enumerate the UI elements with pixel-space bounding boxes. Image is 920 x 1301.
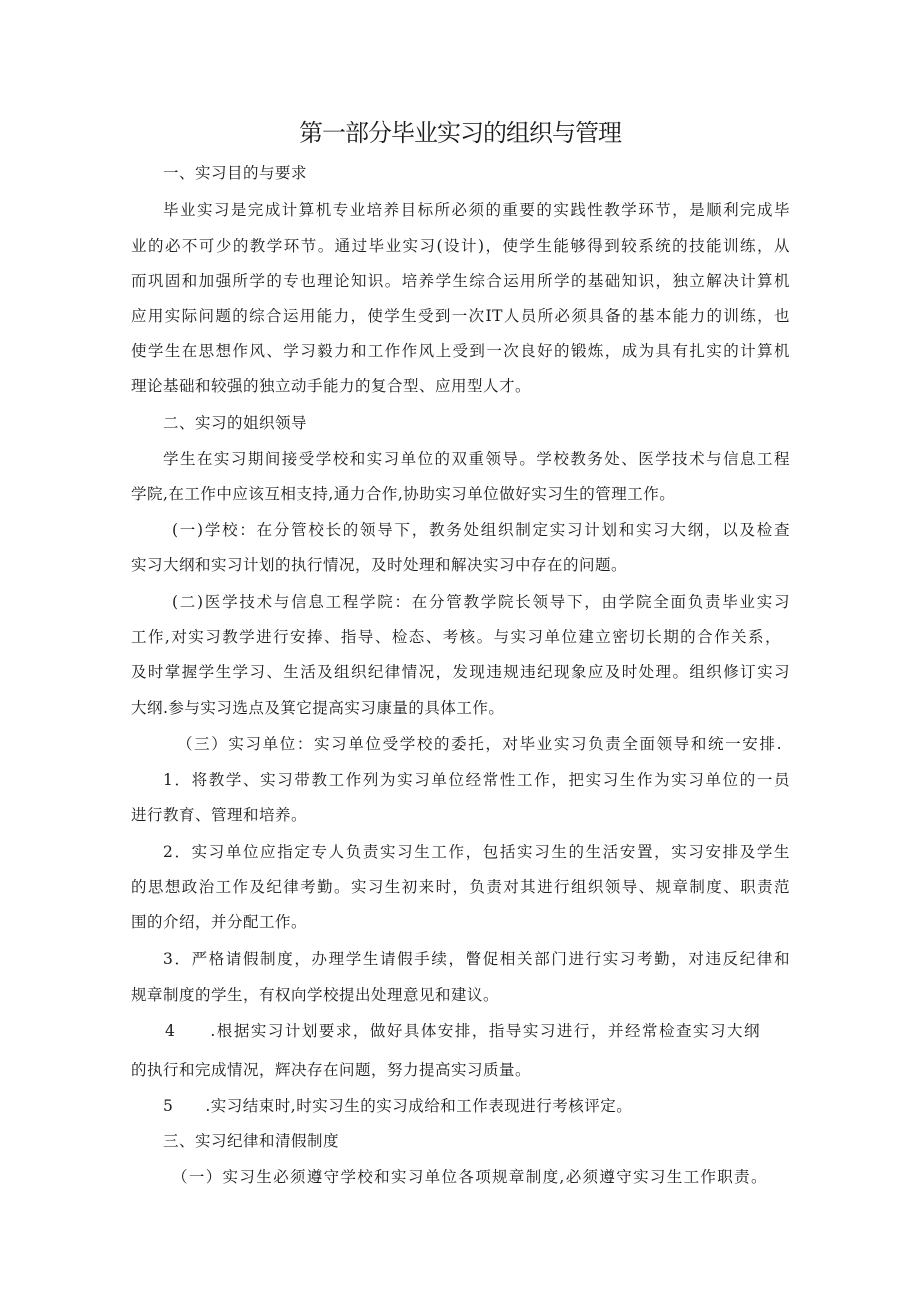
paragraph-line: 使学生在思想作风、学习毅力和工作作风上受到一次良好的锻炼，成为具有扎实的计算机 <box>131 342 790 360</box>
paragraph-line: 学院,在工作中应该互相支持,通力合作,协助实习单位做好实习生的管理工作。 <box>131 485 676 503</box>
list-item-3: 3．严格请假制度，办理学生请假手续，瞥促相关部门进行实习考勤，对违反纪律和 <box>163 950 790 968</box>
paragraph-line: 理论基础和较强的独立动手能力的复合型、应用型人才。 <box>131 377 532 395</box>
paragraph-line: 学生在实习期间接受学校和实习单位的双重领导。学校教务处、医学技术与信息工程 <box>163 450 790 468</box>
paragraph-line: 围的介绍，并分配工作。 <box>131 913 308 931</box>
section-heading-3: 三、实习纪律和清假制度 <box>163 1132 340 1150</box>
paragraph-line: 的执行和完成情况，辉决存在问题，努力提高实习质量。 <box>131 1061 532 1079</box>
list-item-5: 5 .实习结束时,时实习生的实习成给和工作表现进行考核评定。 <box>163 1097 633 1115</box>
list-item-4: 4 .根据实习计划要求，做好具体安排，指导实习进行，并经常检查实习大纲 <box>165 1022 760 1040</box>
list-item-1: 1．将教学、实习带教工作列为实习单位经常性工作，把实习生作为实习单位的一员 <box>163 771 790 789</box>
paragraph-line: (二)医学技术与信息工程学院：在分管教学院长领导下，由学院全面负责毕业实习 <box>172 593 790 611</box>
paragraph-line: (一)学校：在分管校长的领导下，教务处组织制定实习计划和实习大纲，以及检查 <box>172 521 790 539</box>
section-heading-2: 二、实习的姐织领导 <box>163 414 308 432</box>
paragraph-line: 业的必不可少的教学环节。通过毕业实习(设计)，使学生能够得到较系统的技能训练，从 <box>131 237 790 255</box>
paragraph-line: 大纲.参与实习选点及箕它提高实习康量的具体工作。 <box>131 699 505 717</box>
paragraph-line: 工作,对实习教学进行安捧、指导、检态、考核。与实习单位建立密切长期的合作关系， <box>131 628 781 646</box>
list-item-2: 2．实习单位应指定专人负责实习生工作，包括实习生的生活安置，实习安排及学生 <box>163 843 790 861</box>
paragraph-line: （三）实习单位：实习单位受学校的委托，对毕业实习负责全面领导和统一安排. <box>177 735 782 753</box>
paragraph-line: 及时掌握学生学习、生活及组织纪律情况，发现违规违纪现象应及时处理。组织修订实习 <box>131 663 790 681</box>
paragraph-line: 的思想政治工作及纪律考勤。实习生初来时，负责对其进行组织领导、规章制度、职责范 <box>131 878 790 896</box>
paragraph-line: 实习大纲和实习计划的执行情况，及时处理和解决实习中存在的问题。 <box>131 556 628 574</box>
paragraph-line: 进行教育、管理和培养。 <box>131 806 308 824</box>
document-title: 第一部分毕业实习的组织与管理 <box>299 119 621 147</box>
paragraph-line: 而巩固和加强所学的专也理论知识。培养学生综合运用所学的基础知识，独立解决计算机 <box>131 272 790 290</box>
paragraph-line: 毕业实习是完成计算机专业培养目标所必须的重要的实践性教学环节，是顺利完成毕 <box>163 201 790 219</box>
paragraph-line: 规章制度的学生，有权向学校提出处理意见和建议。 <box>131 986 500 1004</box>
paragraph-line: 应用实际问题的综合运用能力，使学生受到一次IT人员所必须具备的基本能力的训练，也 <box>131 307 790 325</box>
section-heading-1: 一、实习目的与要求 <box>163 164 308 182</box>
paragraph-line: （一）实习生必须遵守学校和实习单位各项规章制度,必须遵守实习生工作职责。 <box>172 1168 767 1186</box>
